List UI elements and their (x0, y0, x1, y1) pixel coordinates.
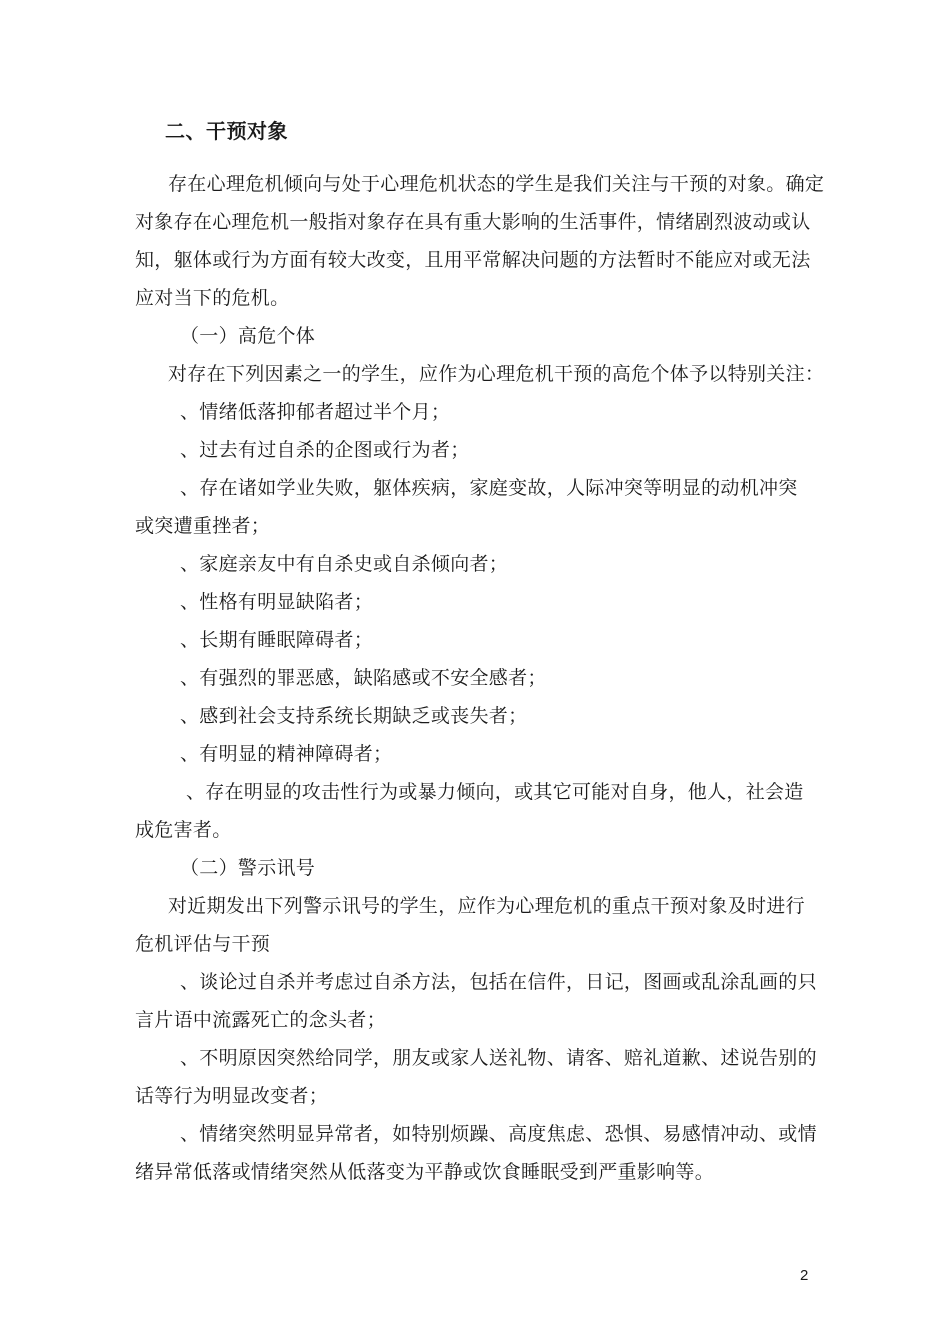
list-item-continuation: 言片语中流露死亡的念头者； (135, 1009, 386, 1031)
list-item: 、过去有过自杀的企图或行为者； (180, 439, 470, 461)
intro-line: 对象存在心理危机一般指对象存在具有重大影响的生活事件，情绪剧烈波动或认 (135, 211, 811, 233)
list-item: 、有明显的精神障碍者； (180, 743, 393, 765)
list-item-continuation: 话等行为明显改变者； (135, 1085, 329, 1107)
subsection-title-warning-signs: （二）警示讯号 (180, 857, 316, 879)
subsection-lead: 对近期发出下列警示讯号的学生，应作为心理危机的重点干预对象及时进行 (168, 895, 805, 917)
intro-line: 应对当下的危机。 (135, 287, 290, 309)
list-item: 、长期有睡眠障碍者； (180, 629, 374, 651)
intro-line: 存在心理危机倾向与处于心理危机状态的学生是我们关注与干预的对象。确定 (168, 173, 825, 195)
list-item: 、情绪突然明显异常者，如特别烦躁、高度焦虑、恐惧、易感情冲动、或情 (180, 1123, 817, 1145)
list-item: 、感到社会支持系统长期缺乏或丧失者； (180, 705, 528, 727)
intro-line: 知，躯体或行为方面有较大改变，且用平常解决问题的方法暂时不能应对或无法 (135, 249, 811, 271)
list-item-continuation: 绪异常低落或情绪突然从低落变为平静或饮食睡眠受到严重影响等。 (135, 1161, 715, 1183)
subsection-lead: 对存在下列因素之一的学生，应作为心理危机干预的高危个体予以特别关注： (168, 363, 825, 385)
subsection-lead-continuation: 危机评估与干预 (135, 933, 271, 955)
list-item: 、谈论过自杀并考虑过自杀方法，包括在信件，日记，图画或乱涂乱画的只 (180, 971, 817, 993)
list-item: 、存在诸如学业失败，躯体疾病，家庭变故，人际冲突等明显的动机冲突 (180, 477, 798, 499)
list-item: 、有强烈的罪恶感，缺陷感或不安全感者； (180, 667, 547, 689)
list-item: 、家庭亲友中有自杀史或自杀倾向者； (180, 553, 509, 575)
list-item: 、性格有明显缺陷者； (180, 591, 374, 613)
list-item: 、存在明显的攻击性行为或暴力倾向，或其它可能对自身，他人，社会造 (186, 781, 804, 803)
list-item-continuation: 成危害者。 (135, 819, 232, 841)
subsection-title-high-risk: （一）高危个体 (180, 325, 316, 347)
section-heading: 二、干预对象 (165, 119, 288, 143)
page-number: 2 (800, 1267, 809, 1284)
list-item: 、不明原因突然给同学，朋友或家人送礼物、请客、赔礼道歉、述说告别的 (180, 1047, 817, 1069)
list-item-continuation: 或突遭重挫者； (135, 515, 271, 537)
list-item: 、情绪低落抑郁者超过半个月； (180, 401, 451, 423)
